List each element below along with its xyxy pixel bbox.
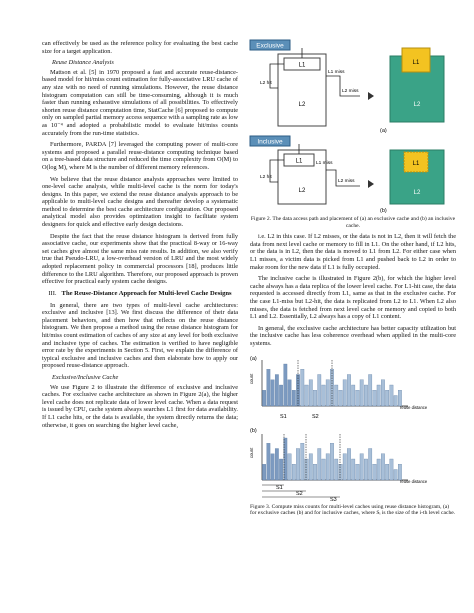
chart-a-bar [343,379,346,405]
chart-a-bar [309,379,312,405]
inclusive-tag: Inclusive [257,138,283,146]
chart-b-bar [343,453,346,479]
fig2-sub-b: (b) [380,208,387,214]
chart-b-bar [309,453,312,479]
fig2-sub-a: (a) [380,128,387,134]
inclusive-transition-arrow [368,180,374,188]
inclusive-l1-label: L1 [295,158,303,165]
section-number: III. [48,289,57,297]
chart-b-bar [267,443,270,480]
chart-a-bar [390,385,393,406]
exclusive-tag: Exclusive [256,42,284,50]
chart-a-s1: S1 [280,413,287,420]
chart-a [262,360,408,406]
chart-a-bar [385,390,388,406]
chart-b-bar [373,464,376,480]
fig3-sub-b: (b) [250,427,257,434]
chart-a-bar [326,379,329,405]
exclusive-transition-arrow [368,92,374,100]
chart-b-bar [398,464,401,480]
section-heading [42,290,238,298]
chart-a-bar [381,379,384,405]
paragraph-intro-tail: can effectively be used as the reference policy for evaluating the best cache size for a target application. [42,40,238,55]
chart-a-bar [347,374,350,406]
exclusive-l2-label: L2 [298,102,306,108]
subheading-reuse-distance: Reuse Distance Analysis [52,59,114,67]
chart-b-bar [377,459,380,480]
inclusive-l1miss-label: L1 miss [316,161,333,166]
chart-a-xlabel: reuse distance [400,404,428,410]
figure-2 [250,40,456,214]
chart-b-bar [339,464,342,480]
chart-b-bar [305,459,308,480]
chart-a-ylabel: count [249,373,254,384]
paragraph-parda: Furthermore, PARDA [7] leveraged the computing power of multi-core systems and proposed a parallel reuse-distance computing technique based on a tree-based data structure and reduced the time complexity from O(M) to O(log M), where M is the number of different memory references. [42,141,238,171]
fig3-sub-a: (a) [250,355,257,362]
exclusive-l2-after-label: L2 [413,102,421,108]
chart-b-bar [364,459,367,480]
inclusive-l2-after-label: L2 [413,190,421,196]
chart-b-bar [275,448,278,480]
exclusive-l2miss-label: L2 miss [342,89,359,94]
right-column [250,40,456,521]
inclusive-l2hit-label: L2 hit [260,175,272,180]
chart-a-bar [288,379,291,405]
exclusive-l1-label: L1 [298,62,306,69]
chart-a-bar [267,369,270,406]
paragraph-l2-miss: i.e. L2 in this case. If L2 misses, or the data is not in L2, then it will fetch the data from next level cache or memory to fill in L1. On the other hand, if L2 hits, or the data is in L2, then the data is moved to L1 from L2. For either case when L1 misses, a victim data is picked from L1 and pushed back to L2 in order to make room for the new data if L1 is fully occupied. [250,233,456,271]
chart-a-bar [373,390,376,406]
chart-a-bar [305,385,308,406]
chart-b-bar [385,464,388,480]
chart-a-bar [275,374,278,406]
chart-a-bar [284,364,287,406]
paragraph-two-types: In general, there are two types of multi-level cache architectures: exclusive and inclusive [13]. We first discuss the difference of their data placement behaviors, and then how that reflects on the reuse distance histogram. We then propose a method using the reuse distance histogram for hit/miss count estimation of caches of any size at any level for both exclusive and inclusive type of caches. The estimation is verified to have negligible error rate by the experiments in Section 5. First, we explain the difference of typical exclusive and inclusive caches and then elaborate how to apply our proposed reuse-distance approach. [42,301,238,370]
chart-b-bar [390,459,393,480]
chart-a-bar [356,390,359,406]
chart-a-bar [318,374,321,406]
chart-b-bar [394,469,397,480]
chart-b [262,434,408,497]
chart-a-bar [398,390,401,406]
exclusive-l1-after-label: L1 [412,60,420,66]
subheading-exclusive-inclusive: Exclusive/Inclusive Cache [52,373,119,381]
chart-a-bar [301,369,304,406]
chart-b-bar [356,464,359,480]
figure-2-diagram [250,40,456,214]
chart-b-bar [322,459,325,480]
chart-b-bar [330,443,333,480]
figure-3-charts [250,352,456,502]
paragraph-figure2-intro: We use Figure 2 to illustrate the difference of exclusive and inclusive caches. For exclusive cache architecture as shown in Figure 2(a), the higher level cache does not replicate data of lower level cache. When a data request is issued by CPU, cache system always searches L1 first for data availability. If L1 cache hits, or the data is available, the system directly returns the data; otherwise, it goes on searching the higher level cache, [42,383,238,429]
chart-b-bar [288,453,291,479]
chart-a-bar [262,390,265,406]
chart-a-bar [394,395,397,406]
chart-b-bar [335,459,338,480]
chart-a-bar [279,385,282,406]
paragraph-mattson: Mattson et al. [5] in 1970 proposed a fast and accurate reuse-distance-based model for hit/miss count estimation for fully-associative LRU cache of any size with no need of running simulations. However, the reuse distance histogram computation can still be time-consuming, although it is much faster than running exhaustive simulations of all possibilities. To effectively shorten reuse distance computation time, StatCache [6] proposed to compute only on sampled partial memory access sequence with a sampling rate as low as 10⁻⁴ and adopted a probabilistic model to evaluate hit/miss counts accurately from the run-time statistics. [42,68,238,137]
chart-a-bar [351,385,354,406]
paragraph-limitation: We believe that the reuse distance analysis approaches were limited to one-level cache analysis, while multi-level cache is the norm for today's designs. In this paper, we extend the reuse distance analysis approach to be applicable to multi-level cache designs and thereafter develop a systematic method to determine the best cache architecture configuration. Our proposed analytical model also provides optimization insight to facilitate system designers for quick and effective early design decisions. [42,175,238,229]
chart-b-ylabel: count [249,447,254,458]
chart-b-bar [368,448,371,480]
chart-b-s2: S2 [296,490,303,497]
exclusive-l1miss-label: L1 miss [328,70,345,75]
paragraph-inclusive: The inclusive cache is illustrated in Figure 2(b), for which the higher level cache always has a data replica of the lower level cache. For L1-hit case, the data requested is accessed directly from L1, same as that in the exclusive cache. For the case L1-miss but L2-hit, the data is replicated from L2 to L1. When L2 also misses, the data is fetched from next level cache or memory and copied to both L1 and L2. Essentially, L2 always has a copy of L1 content. [250,275,456,321]
inclusive-l2-label: L2 [298,188,306,194]
figure-3 [250,352,456,502]
chart-b-bar [292,464,295,480]
chart-a-bar [377,385,380,406]
inclusive-l1-after-label: L1 [412,161,420,167]
chart-b-xlabel: reuse distance [400,478,428,484]
chart-b-bar [326,453,329,479]
chart-b-bar [313,464,316,480]
chart-a-bar [322,385,325,406]
chart-a-bar [271,379,274,405]
chart-b-bar [360,453,363,479]
chart-a-s2: S2 [312,413,319,420]
paragraph-general: In general, the exclusive cache architecture has better capacity utilization but the inclusive cache has less coherence overhead when applied in the multi-core systems. [250,324,456,347]
inclusive-l2miss-label: L2 miss [338,179,355,184]
chart-a-bar [368,374,371,406]
chart-a-bar [313,390,316,406]
chart-b-bar [262,464,265,480]
chart-b-bar [351,459,354,480]
chart-b-bar [347,448,350,480]
chart-b-bar [301,443,304,480]
chart-b-bar [296,448,299,480]
chart-b-bar [381,453,384,479]
chart-a-bar [360,379,363,405]
chart-a-bar [335,385,338,406]
figure-3-caption: Figure 3. Compute miss counts for multi-level caches using reuse distance histogram, (a) for exclusive caches (b) and for inclusive caches, where Sᵢ is the size of the i-th level cache. [250,503,456,517]
figure-2-caption: Figure 2. The data access path and placement of (a) an exclusive cache and (b) an inclusive cache. [250,216,456,229]
chart-a-bar [339,390,342,406]
chart-a-bar [292,390,295,406]
left-column [42,40,238,433]
chart-a-bar [364,385,367,406]
chart-b-bar [271,453,274,479]
paragraph-associative: Despite the fact that the reuse distance histogram is derived from fully associative cache, our experiments show that the practical 8-way or 16-way set caches give almost the same miss rate results. In addition, we also verify true that Pseudo-LRU, a low-overhead version of LRU and the most widely adopted replacement policy in commercial processors [18], produces little difference to the LRU algorithm. Therefore, our proposed approach is proven effective for practical early system cache designs. [42,232,238,286]
exclusive-l2hit-label: L2 hit [260,81,272,86]
chart-b-s3: S3 [330,496,337,503]
chart-b-bar [318,448,321,480]
chart-b-s1: S1 [276,484,283,491]
section-title: The Reuse-Distance Approach for Multi-level Cache Designs [61,289,232,297]
chart-b-bar [279,459,282,480]
